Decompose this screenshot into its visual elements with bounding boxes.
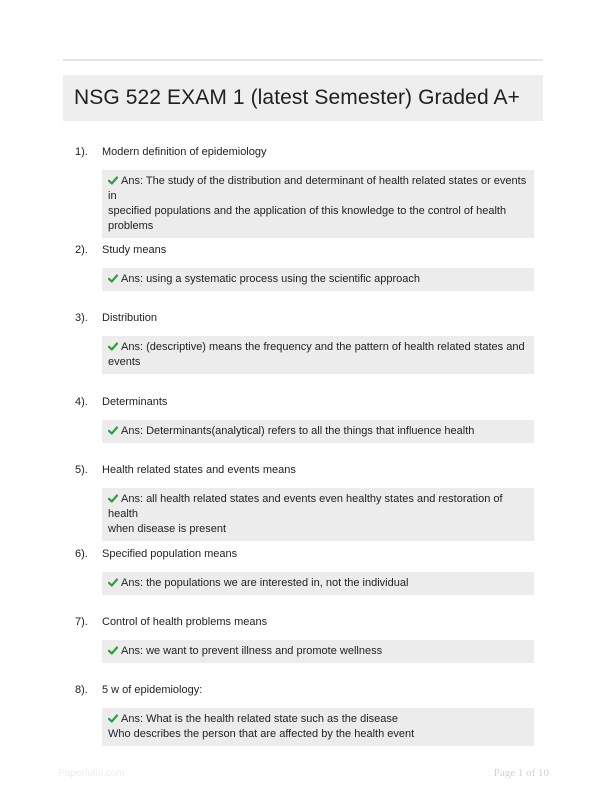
question-number: 3). [75,312,88,324]
watermark-text: Paperfolio.com [58,768,125,779]
check-icon [108,714,118,723]
answer-line: problems [108,220,154,232]
question-text: Study means [102,244,167,256]
question-text: Distribution [102,312,158,324]
question-number: 1). [75,146,88,158]
answer-box [102,336,534,374]
answer-line: Ans: all health related states and events even healthy states and restoration of health [108,493,503,520]
top-divider [63,59,543,61]
answer-box [102,170,534,238]
answer-box [102,708,534,746]
check-icon [108,646,118,655]
check-icon [108,494,118,503]
answer-line: Who describes the person that are affected by the health event [108,728,415,740]
question-number: 5). [75,464,88,476]
answer-box [102,488,534,541]
question-text: Specified population means [102,548,238,560]
check-icon [108,578,118,587]
question-number: 7). [75,616,88,628]
answer-line: Ans: What is the health related state such as the disease [121,713,398,725]
answer-line: Ans: the populations we are interested in, not the individual [121,577,409,589]
question-text: Health related states and events means [102,464,296,476]
answer-box [102,420,534,443]
answer-line: specified populations and the application of this knowledge to the control of health [108,205,507,217]
answer-line: Ans: The study of the distribution and determinant of health related states or events in [108,175,527,202]
title-bar [63,75,543,121]
answer-box [102,572,534,595]
answer-line: Ans: using a systematic process using the scientific approach [121,273,420,285]
answer-box [102,268,534,291]
page-indicator: Page 1 of 10 [493,767,549,779]
check-icon [108,274,118,283]
question-text: Determinants [102,396,168,408]
answer-line: events [108,356,141,368]
check-icon [108,176,118,185]
answer-box [102,640,534,663]
question-number: 2). [75,244,88,256]
check-icon [108,342,118,351]
answer-line: Ans: (descriptive) means the frequency and the pattern of health related states and [121,341,525,353]
question-text: Control of health problems means [102,616,268,628]
question-number: 8). [75,684,88,696]
question-number: 6). [75,548,88,560]
question-text: Modern definition of epidemiology [102,146,267,158]
question-number: 4). [75,396,88,408]
answer-line: Ans: Determinants(analytical) refers to all the things that influence health [121,425,475,437]
answer-line: when disease is present [108,523,227,535]
check-icon [108,426,118,435]
answer-line: Ans: we want to prevent illness and promote wellness [121,645,383,657]
page-title: NSG 522 EXAM 1 (latest Semester) Graded A+ [74,86,520,109]
question-text: 5 w of epidemiology: [102,684,203,696]
